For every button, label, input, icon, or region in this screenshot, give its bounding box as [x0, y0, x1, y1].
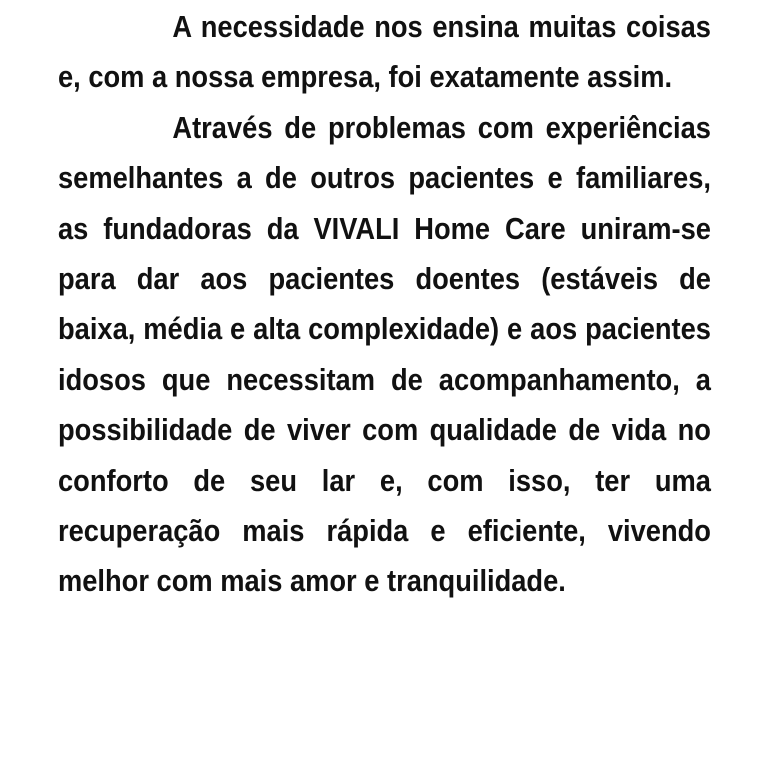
paragraph-intro: A necessidade nos ensina muitas coisas e, com a nossa empresa, foi exatamente assim. [58, 9, 711, 95]
document-body [58, 0, 711, 607]
paragraph-history: Através de problemas com experiências semelhantes a de outros pacientes e familiares, as fundadoras da VIVALI Home Care uniram-se para dar aos pacientes doentes (estáveis de baixa, média e alta complexidade) e aos pacientes idosos que necessitam de acompanhamento, a possibilidade de viver com qualidade de vida no conforto de seu lar e, com isso, ter uma recuperação mais rápida e eficiente, vivendo melhor com mais amor e tranquilidade. [58, 109, 711, 599]
